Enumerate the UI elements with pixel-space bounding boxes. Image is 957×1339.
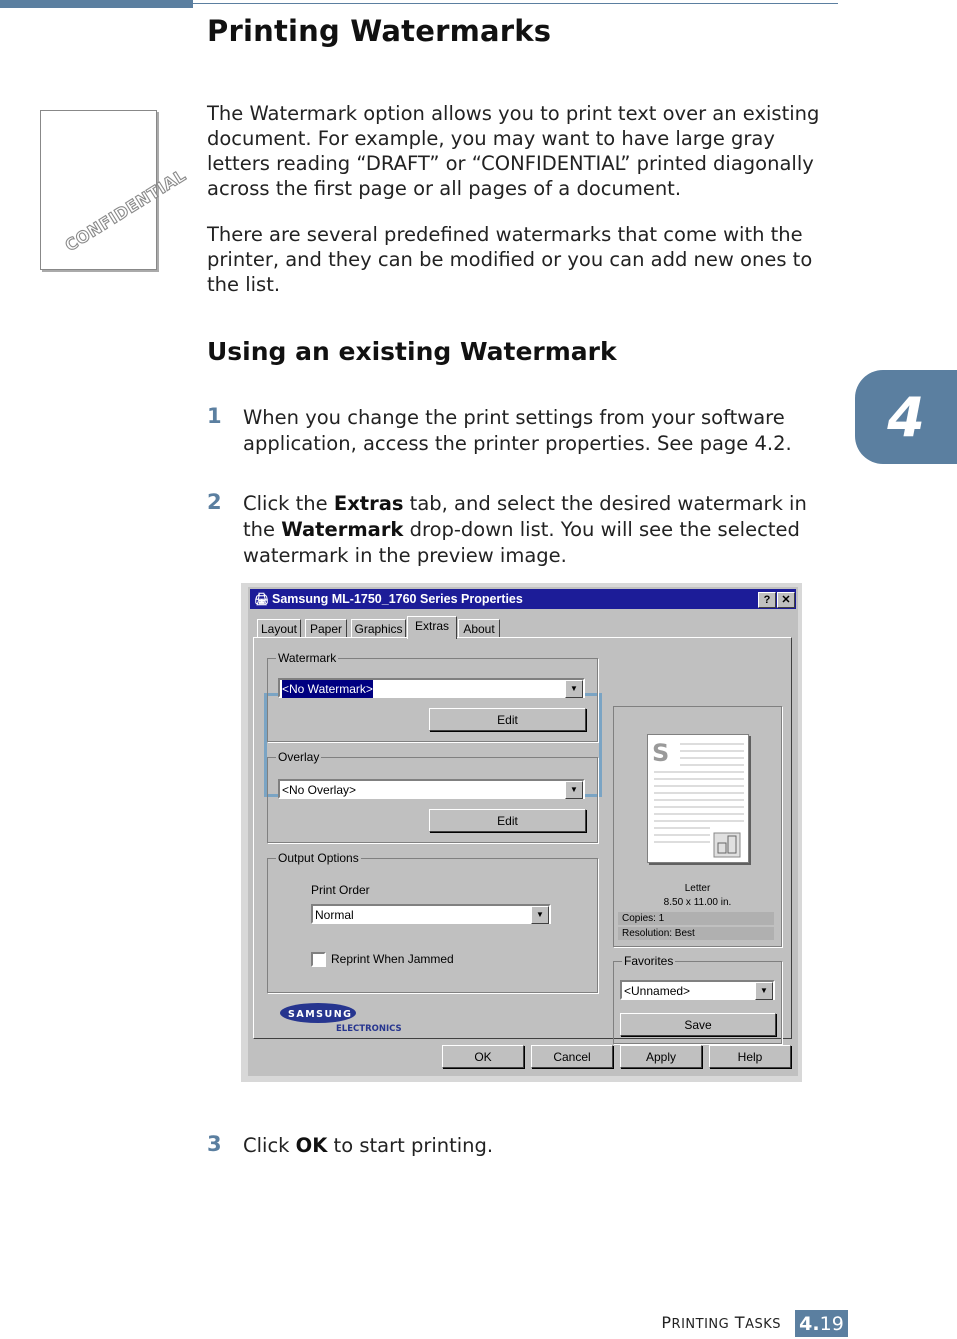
chevron-down-icon[interactable]: ▼ — [565, 680, 583, 698]
overlay-edit-button[interactable]: Edit — [429, 809, 586, 832]
header-bar — [0, 0, 193, 8]
header-rule — [193, 3, 838, 4]
watermark-group-label: Watermark — [278, 651, 337, 665]
output-options-label: Output Options — [278, 851, 359, 865]
preview-copies: Copies: 1 — [618, 912, 774, 925]
dialog-title: Samsung ML-1750_1760 Series Properties — [272, 592, 523, 606]
watermark-edit-button[interactable]: Edit — [429, 708, 586, 731]
step-text-1: When you change the print settings from your software application, access the printer properties. See page 4.2. — [243, 406, 792, 455]
tab-graphics[interactable]: Graphics — [351, 619, 406, 638]
dialog-titlebar — [250, 589, 796, 609]
intro-paragraph-2: There are several predefined watermarks that come with the printer, and they can be modified or you can add new ones to the list. — [207, 223, 813, 296]
watermark-dropdown[interactable]: <No Watermark> ▼ — [278, 678, 585, 698]
samsung-logo — [278, 1000, 408, 1036]
page-number-badge: 4. 19 — [795, 1310, 848, 1337]
footer-chapter-label: PRINTING TASKS — [661, 1313, 781, 1332]
favorites-label: Favorites — [624, 954, 674, 968]
chapter-tab: 4 — [855, 370, 957, 464]
step-text-2: Click the Extras tab, and select the desired watermark in the Watermark drop-down list. You will see the selected watermark in the preview image. — [243, 492, 807, 567]
favorites-group — [613, 954, 782, 1044]
extras-panel — [253, 637, 792, 1039]
overlay-dropdown[interactable]: <No Overlay> ▼ — [278, 779, 585, 799]
close-icon[interactable]: ✕ — [777, 592, 795, 608]
step-number-1: 1 — [207, 404, 222, 428]
printer-properties-dialog — [248, 587, 798, 1076]
samsung-logo-text: SAMSUNG — [288, 1009, 353, 1020]
tab-layout[interactable]: Layout — [257, 619, 301, 638]
samsung-logo-subtext: ELECTRONICS — [336, 1024, 402, 1034]
step-number-3: 3 — [207, 1132, 222, 1156]
chevron-down-icon[interactable]: ▼ — [531, 906, 549, 924]
tab-extras[interactable]: Extras — [407, 616, 457, 639]
preview-paper-name: Letter — [684, 883, 711, 894]
preview-resolution: Resolution: Best — [618, 927, 774, 940]
cancel-button[interactable]: Cancel — [531, 1045, 613, 1068]
preview-group — [613, 706, 782, 947]
favorites-dropdown[interactable]: <Unnamed> ▼ — [620, 980, 775, 1000]
help-title-button[interactable]: ? — [758, 592, 776, 608]
chevron-down-icon[interactable]: ▼ — [565, 781, 583, 799]
help-button[interactable]: Help — [709, 1045, 791, 1068]
step-number-2: 2 — [207, 490, 222, 514]
tab-about[interactable]: About — [458, 619, 500, 638]
overlay-group — [267, 750, 598, 843]
print-order-dropdown[interactable]: Normal ▼ — [311, 904, 551, 924]
thumbnail-watermark-text: CONFIDENTIAL — [61, 165, 190, 256]
chevron-down-icon[interactable]: ▼ — [755, 982, 773, 1000]
confidential-document-icon — [40, 110, 190, 270]
overlay-group-label: Overlay — [278, 750, 320, 764]
step-text-3: Click OK to start printing. — [243, 1134, 494, 1157]
intro-paragraph-1: The Watermark option allows you to print text over an existing document. For example, you may want to have large gray letters reading “DRAFT” or “CONFIDENTIAL” printed diagonally across the first page or all pages of a document. — [207, 102, 820, 200]
ok-button[interactable]: OK — [442, 1045, 524, 1068]
printer-icon: 🖨 — [254, 592, 270, 606]
apply-button[interactable]: Apply — [620, 1045, 702, 1068]
section-heading: Using an existing Watermark — [207, 337, 617, 366]
tab-paper[interactable]: Paper — [305, 619, 347, 638]
reprint-label: Reprint When Jammed — [331, 952, 454, 966]
reprint-checkbox[interactable] — [311, 952, 326, 967]
page-title: Printing Watermarks — [207, 14, 552, 48]
preview-logo-letter: S — [652, 739, 670, 767]
watermark-group — [267, 651, 598, 742]
preview-paper-size: 8.50 x 11.00 in. — [663, 897, 732, 908]
favorites-save-button[interactable]: Save — [620, 1013, 776, 1036]
print-order-label: Print Order — [311, 883, 370, 897]
preview-page — [647, 734, 749, 863]
output-options-group — [267, 851, 598, 993]
